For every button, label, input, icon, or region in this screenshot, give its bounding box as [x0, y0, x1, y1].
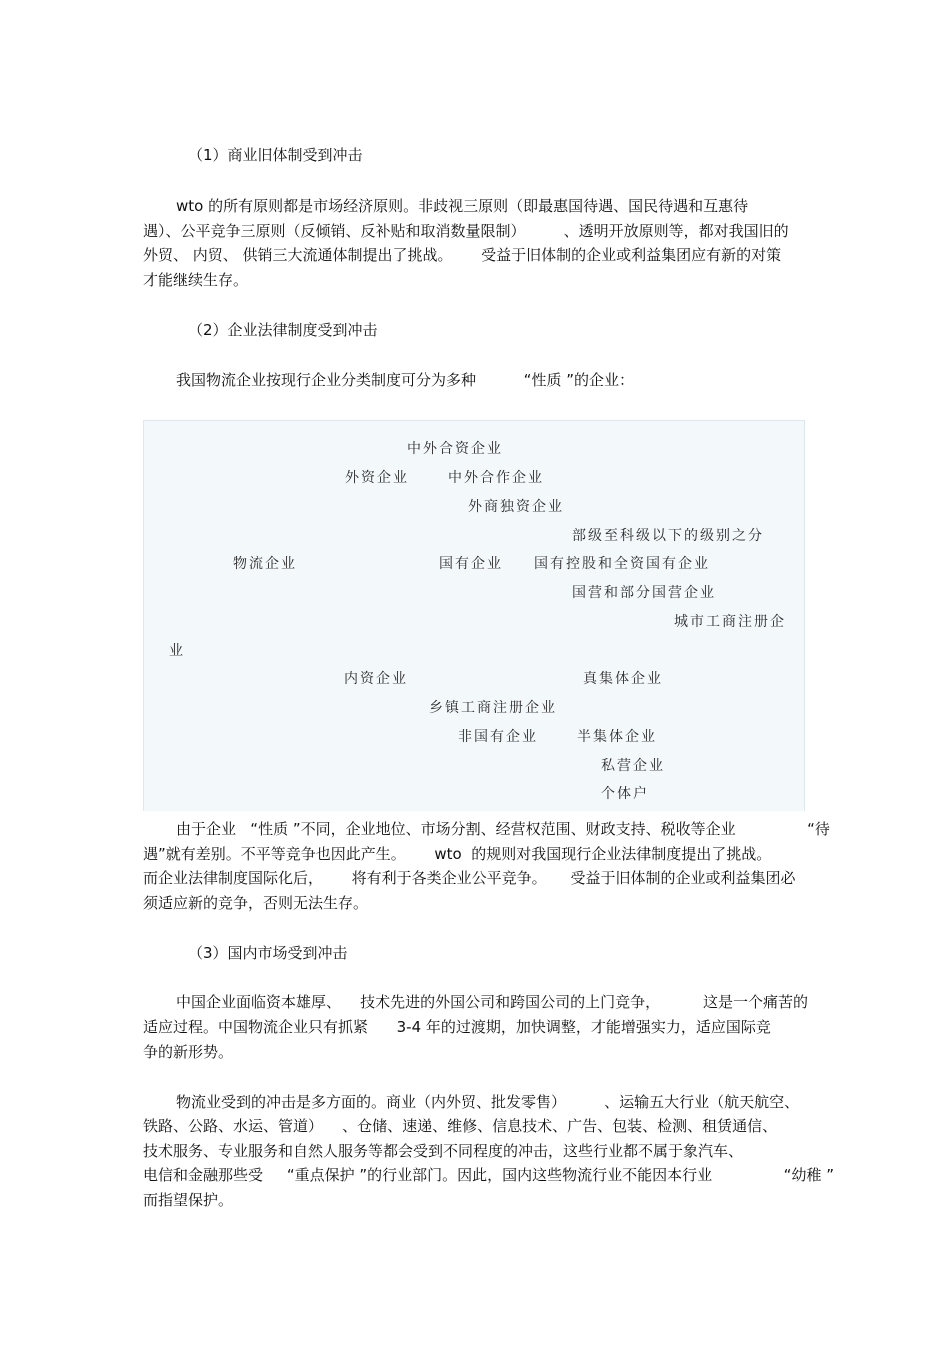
node-logistics-enterprise: 物流企业 — [233, 556, 297, 572]
paragraph-line: 中国企业面临资本雄厚、 技术先进的外国公司和跨国公司的上门竞争， 这是一个痛苦的 — [176, 993, 808, 1011]
node-sino-foreign-joint-venture: 中外合资企业 — [407, 441, 503, 457]
node-sino-foreign-cooperative: 中外合作企业 — [448, 470, 544, 486]
paragraph-line: 争的新形势。 — [143, 1043, 234, 1061]
paragraph-line: 电信和金融那些受 “重点保护 ”的行业部门。因此，国内这些物流行业不能因本行业 “幼稚 ” — [143, 1166, 834, 1184]
paragraph-line: 物流业受到的冲击是多方面的。商业（内外贸、批发零售） 、运输五大行业（航天航空、 — [176, 1093, 800, 1111]
paragraph-line: 才能继续生存。 — [143, 271, 249, 289]
paragraph-line: 外贸、 内贸、 供销三大流通体制提出了挑战。 受益于旧体制的企业或利益集团应有新的对策 — [143, 246, 782, 264]
paragraph-line: 铁路、公路、水运、管道） 、仓储、速递、维修、信息技术、广告、包装、检测、租赁通信、 — [143, 1117, 778, 1135]
paragraph-line: 由于企业 “性质 ”不同，企业地位、市场分割、经营权范围、财政支持、税收等企业 “待 — [176, 820, 830, 838]
node-wholly-foreign-owned: 外商独资企业 — [468, 499, 564, 515]
node-state-holding: 国有控股和全资国有企业 — [534, 556, 710, 572]
paragraph-line: 遇）、公平竞争三原则（反倾销、反补贴和取消数量限制） 、透明开放原则等，都对我国旧的 — [143, 222, 789, 240]
node-urban-registered-wrap: 业 — [169, 643, 185, 659]
paragraph-line: 须适应新的竞争，否则无法生存。 — [143, 894, 369, 912]
node-township-registered: 乡镇工商注册企业 — [429, 700, 557, 716]
paragraph-line: 适应过程。中国物流企业只有抓紧 3-4 年的过渡期，加快调整，才能增强实力，适应国际竞 — [143, 1018, 771, 1036]
node-state-run: 国营和部分国营企业 — [572, 585, 716, 601]
paragraph-line: 而指望保护。 — [143, 1191, 234, 1209]
node-ministry-to-section-level: 部级至科级以下的级别之分 — [572, 528, 764, 544]
node-urban-registered: 城市工商注册企 — [674, 614, 786, 630]
paragraph-line: 遇”就有差别。不平等竞争也因此产生。 wto 的规则对我国现行企业法律制度提出了挑战。 — [143, 845, 772, 863]
paragraph-line: 而企业法律制度国际化后， 将有利于各类企业公平竞争。 受益于旧体制的企业或利益集团必 — [143, 869, 796, 887]
enterprise-classification-diagram — [143, 420, 805, 811]
node-true-collective: 真集体企业 — [583, 671, 663, 687]
section-3-heading: （3）国内市场受到冲击 — [188, 944, 348, 962]
node-domestic-funded: 内资企业 — [344, 671, 408, 687]
node-state-owned: 国有企业 — [439, 556, 503, 572]
node-semi-collective: 半集体企业 — [577, 729, 657, 745]
section-2-intro: 我国物流企业按现行企业分类制度可分为多种 “性质 ”的企业： — [176, 371, 634, 389]
node-non-state-owned: 非国有企业 — [458, 729, 538, 745]
section-2-heading: （2）企业法律制度受到冲击 — [188, 321, 378, 339]
node-individual-household: 个体户 — [601, 786, 649, 802]
node-private: 私营企业 — [601, 758, 665, 774]
node-foreign-funded: 外资企业 — [345, 470, 409, 486]
paragraph-line: wto 的所有原则都是市场经济原则。非歧视三原则（即最惠国待遇、国民待遇和互惠待 — [176, 197, 749, 215]
paragraph-line: 技术服务、专业服务和自然人服务等都会受到不同程度的冲击，这些行业都不属于象汽车、 — [143, 1142, 744, 1160]
section-1-heading: （1）商业旧体制受到冲击 — [188, 146, 363, 164]
